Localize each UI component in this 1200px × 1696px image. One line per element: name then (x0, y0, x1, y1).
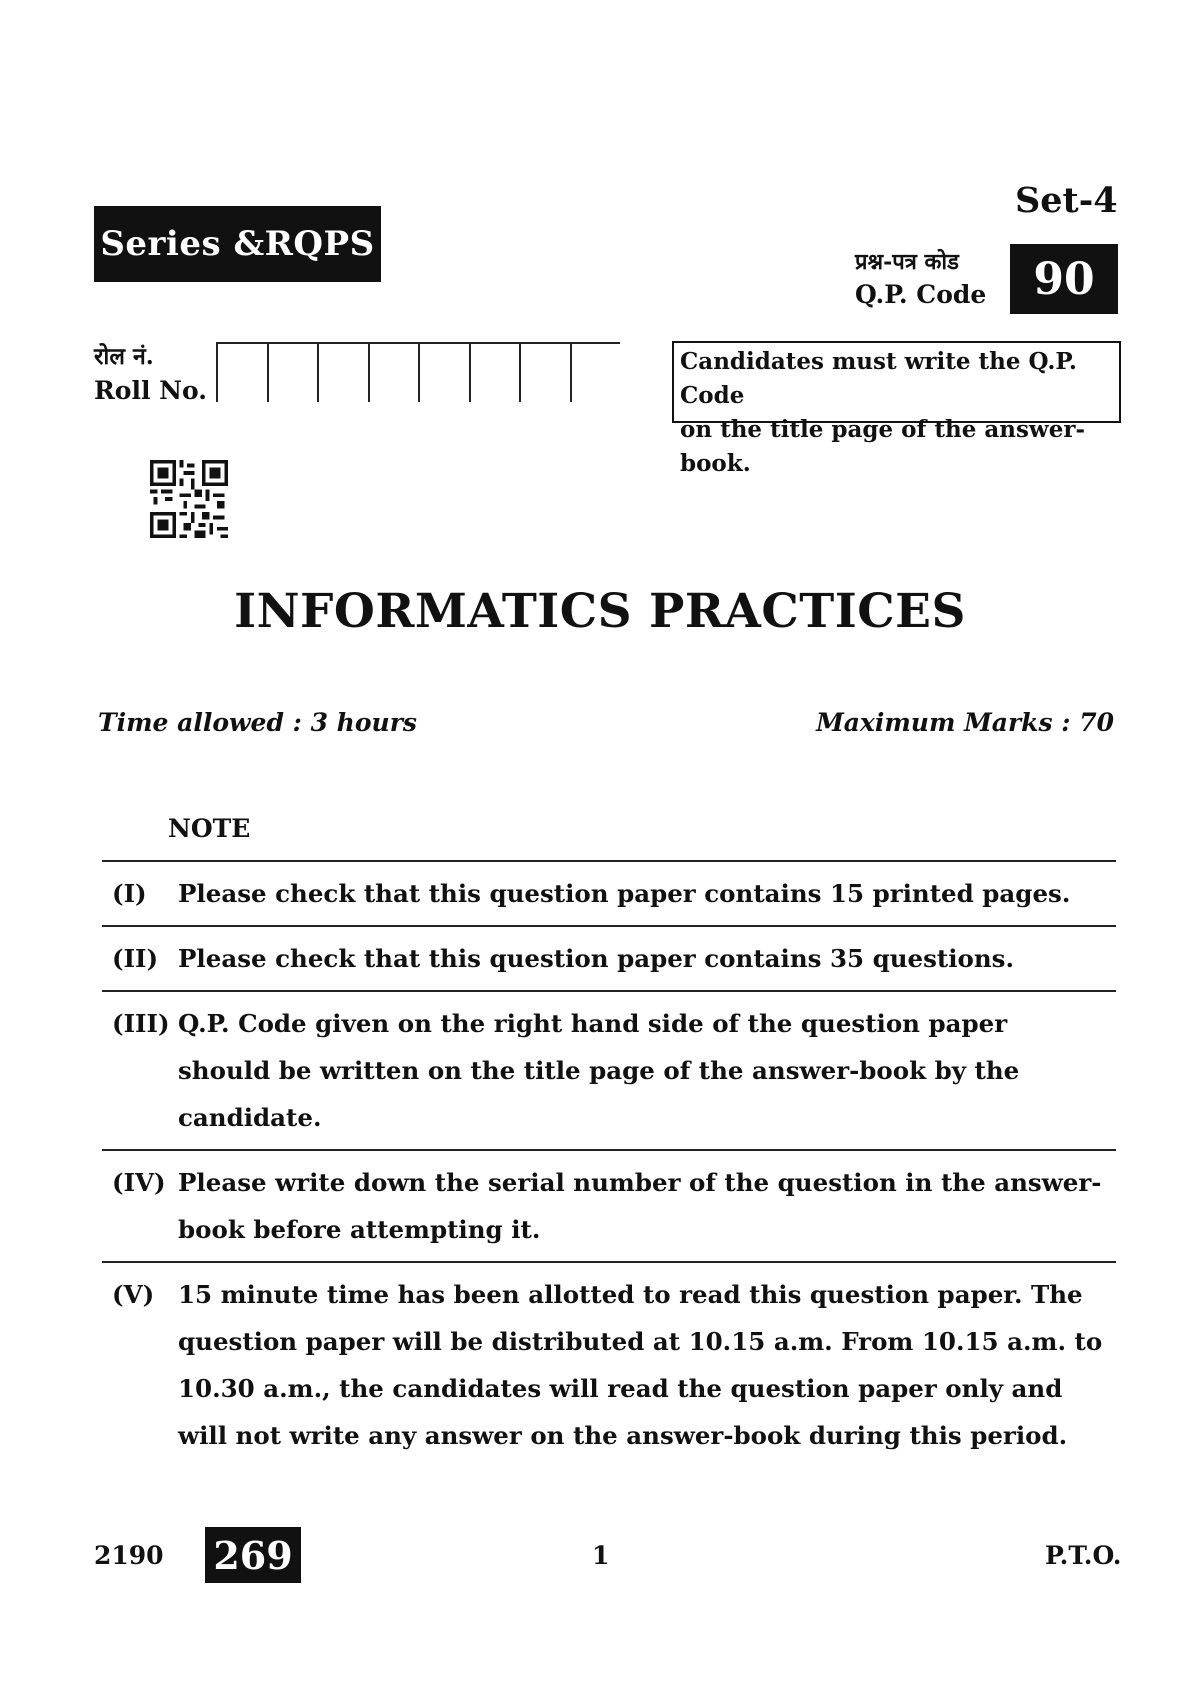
qp-code-hindi-label: प्रश्न-पत्र कोड (855, 249, 959, 275)
note-item (102, 1261, 1116, 1467)
page-title: INFORMATICS PRACTICES (234, 584, 966, 639)
roll-no-box[interactable] (267, 344, 318, 402)
notice-line-2: on the title page of the answer-book. (680, 416, 1086, 477)
maximum-marks: Maximum Marks : 70 (816, 708, 1114, 737)
page-number: 1 (592, 1541, 610, 1570)
note-number: (V) (112, 1280, 155, 1309)
roll-no-box[interactable] (317, 344, 368, 402)
notice-line-1: Candidates must write the Q.P. Code (680, 348, 1077, 409)
roll-no-box[interactable] (418, 344, 469, 402)
footer-box-number: 269 (205, 1527, 301, 1583)
qp-code-value: 90 (1010, 244, 1118, 314)
notes-list (102, 860, 1116, 1467)
note-text: 15 minute time has been allotted to read this question paper. The question paper will be distributed at 10.15 a.m. From 10.15 a.m. to 10.30 a.m., the candidates will read the question paper only and will not write any answer on the answer-book during this period. (178, 1280, 1103, 1450)
qr-code-icon (150, 460, 228, 538)
footer-code: 2190 (94, 1541, 164, 1570)
roll-no-boxes[interactable] (216, 342, 620, 402)
note-number: (II) (112, 944, 159, 973)
qp-code-notice (672, 341, 1121, 477)
series-label: Series &RQPS (94, 206, 381, 282)
note-item (102, 860, 1116, 925)
note-number: (I) (112, 879, 147, 908)
note-number: (III) (112, 1009, 170, 1038)
note-text: Please write down the serial number of the question in the answer-book before attempting it. (178, 1168, 1102, 1244)
note-item (102, 1149, 1116, 1261)
roll-no-box[interactable] (368, 344, 419, 402)
note-item (102, 990, 1116, 1149)
note-number: (IV) (112, 1168, 166, 1197)
note-item (102, 925, 1116, 990)
note-text: Please check that this question paper contains 15 printed pages. (178, 879, 1071, 908)
pto-label: P.T.O. (1045, 1541, 1122, 1570)
qp-code-label: Q.P. Code (855, 280, 987, 309)
roll-no-label: Roll No. (94, 376, 207, 405)
note-text: Q.P. Code given on the right hand side of the question paper should be written on the title page of the answer-book by the candidate. (178, 1009, 1020, 1132)
time-allowed: Time allowed : 3 hours (98, 708, 417, 737)
note-heading: NOTE (168, 814, 251, 843)
roll-no-box[interactable] (519, 344, 570, 402)
roll-no-box[interactable] (469, 344, 520, 402)
roll-no-hindi-label: रोल नं. (94, 343, 154, 370)
roll-no-box[interactable] (570, 344, 621, 402)
set-label: Set-4 (1015, 180, 1118, 221)
note-text: Please check that this question paper contains 35 questions. (178, 944, 1015, 973)
roll-no-box[interactable] (216, 344, 267, 402)
